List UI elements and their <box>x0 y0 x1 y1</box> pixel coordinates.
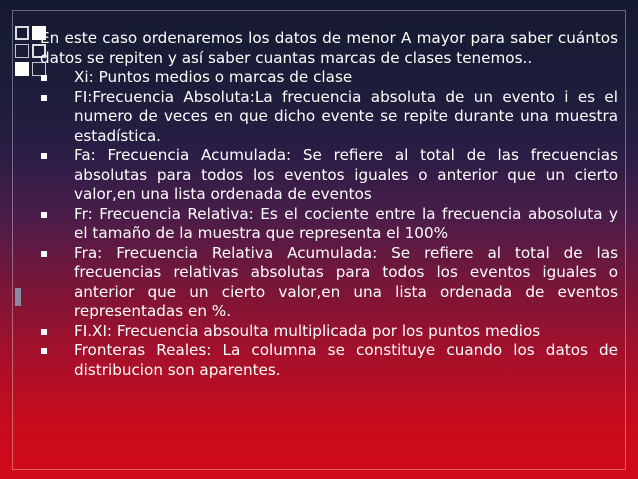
bullet-icon <box>41 75 47 81</box>
list-item <box>40 146 618 205</box>
definition-list <box>40 68 618 380</box>
bullet-icon <box>41 95 47 101</box>
list-item-text: Fa: Frecuencia Acumulada: Se refiere al total de las frecuencias absolutas para todos los eventos iguales o anterior que un cierto valor,en una lista ordenada de eventos <box>74 146 618 203</box>
list-item <box>40 341 618 380</box>
bullet-icon <box>41 153 47 159</box>
list-item <box>40 244 618 322</box>
list-item-text: Fronteras Reales: La columna se constituye cuando los datos de distribucion son aparentes. <box>74 341 618 379</box>
intro-text: En este caso ordenaremos los datos de menor A mayor para saber cuántos datos se repiten y así saber cuantas marcas de clases tenemos.. <box>40 29 618 67</box>
list-item <box>40 88 618 147</box>
list-item-text: Fr: Frecuencia Relativa: Es el cociente entre la frecuencia abosoluta y el tamaño de la muestra que representa el 100% <box>74 204 618 242</box>
list-item-text: Fra: Frecuencia Relativa Acumulada: Se refiere al total de las frecuencias relativas absolutas para todos los eventos iguales o anterior que un cierto valor,en una lista ordenada de eventos representadas en %. <box>74 243 618 320</box>
list-item <box>40 205 618 244</box>
slide-content <box>40 29 618 380</box>
bullet-icon <box>41 348 47 354</box>
bullet-icon <box>41 251 47 257</box>
list-item-text: Xi: Puntos medios o marcas de clase <box>74 68 353 86</box>
list-item <box>40 322 618 342</box>
list-item-text: FI.XI: Frecuencia absoulta multiplicada por los puntos medios <box>74 321 541 340</box>
bullet-icon <box>41 212 47 218</box>
list-item <box>40 68 618 88</box>
bullet-icon <box>41 329 47 335</box>
list-item-text: FI:Frecuencia Absoluta:La frecuencia absoluta de un evento i es el numero de veces en que dicho evente se repite durante una muestra estadística. <box>74 87 618 145</box>
